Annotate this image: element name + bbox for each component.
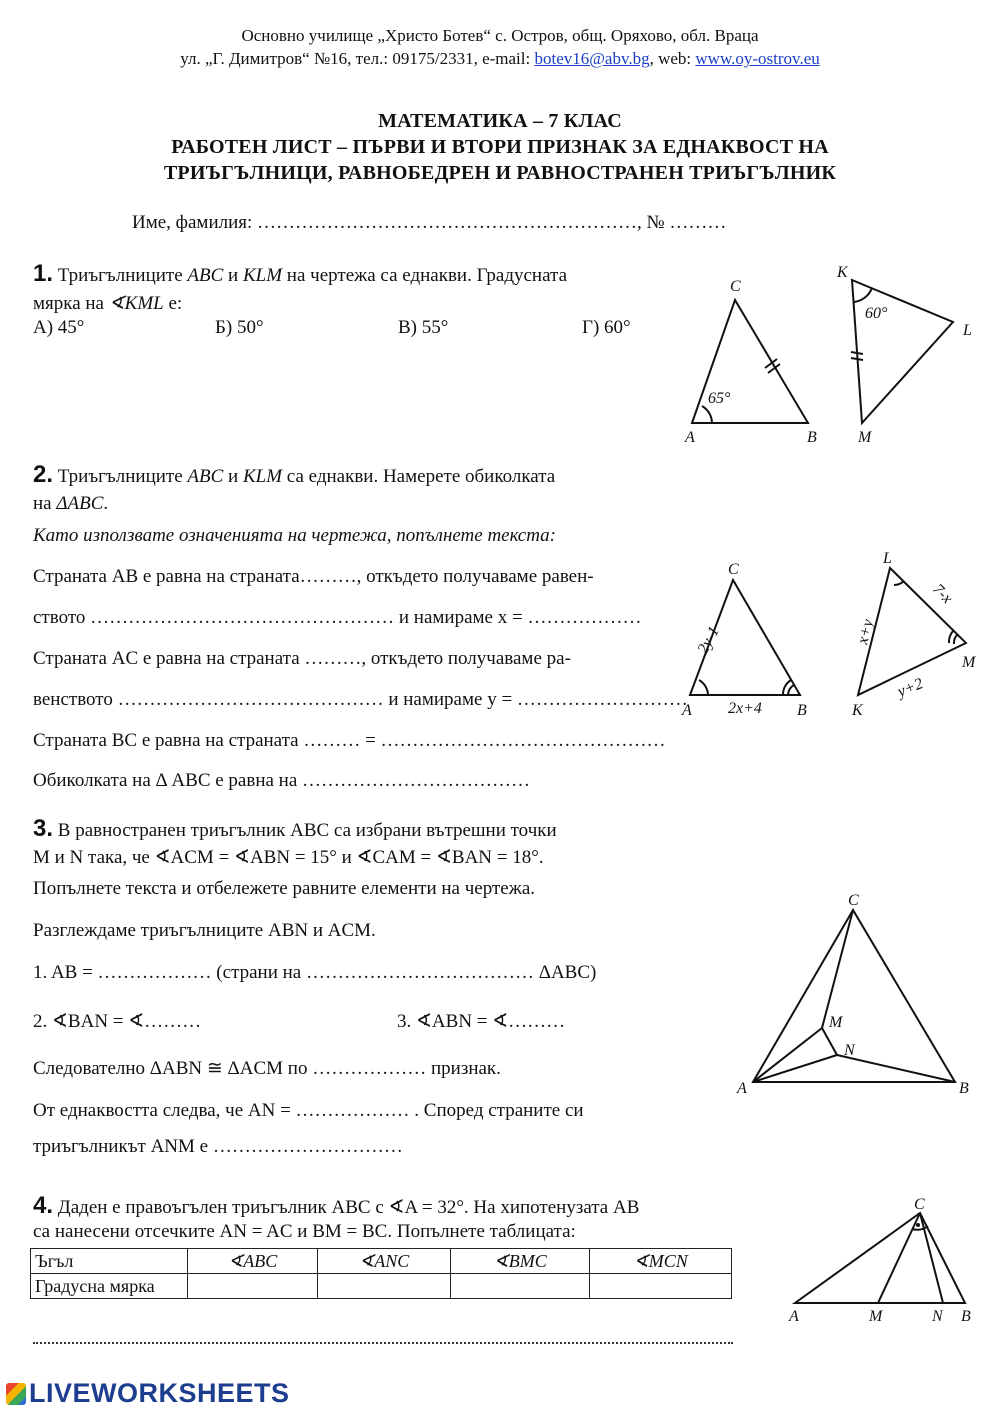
label-c: C xyxy=(848,892,859,909)
label-m: M xyxy=(869,1308,883,1325)
subject-title: МАТЕМАТИКА – 7 КЛАС xyxy=(378,110,622,132)
task4-line1 xyxy=(33,1192,639,1220)
worksheet-title: РАБОТЕН ЛИСТ – ПЪРВИ И ВТОРИ ПРИЗНАК ЗА ЕДНАКВОСТ НА xyxy=(171,136,829,158)
label-m: M xyxy=(858,429,872,446)
triangle-klm: KLM xyxy=(242,265,283,286)
task3-line4: Разглеждаме триъгълниците ABN и ACM. xyxy=(33,920,376,941)
segment-cm xyxy=(822,910,853,1028)
logo-text: LIVEWORKSHEETS xyxy=(29,1378,290,1408)
task1-text-end: е: xyxy=(163,293,183,314)
label-a: A xyxy=(685,429,695,446)
task1-option-c[interactable]: В) 55° xyxy=(398,317,449,338)
label-b: B xyxy=(797,702,807,719)
angle-m-arc2 xyxy=(954,635,957,644)
task3-fill-line1[interactable]: 1. AB = ……………… (страни на ……………………………… ΔABC) xyxy=(33,962,597,983)
student-name-field[interactable]: Име, фамилия: ……………………………………………………, № ……… xyxy=(132,212,727,233)
angles-table xyxy=(30,1248,732,1299)
label-k: K xyxy=(837,264,848,281)
task2-line1 xyxy=(33,461,555,489)
header-bmc: ∢BMC xyxy=(451,1249,590,1274)
email-link[interactable]: botev16@abv.bg xyxy=(534,49,650,68)
table-row xyxy=(31,1274,732,1299)
segment-cn xyxy=(920,1213,943,1303)
label-a: A xyxy=(789,1308,799,1325)
label-m: M xyxy=(962,654,976,671)
task4-figure xyxy=(775,1195,985,1330)
task2-text-on: на xyxy=(33,493,57,514)
answer-bmc-cell[interactable] xyxy=(451,1274,590,1299)
label-a: A xyxy=(682,702,692,719)
task1-text-and: и xyxy=(223,265,243,286)
triangle-klm-shape xyxy=(852,280,953,423)
address-phone: ул. „Г. Димитров“ №16, тел.: 09175/2331, e-mail: xyxy=(180,49,535,68)
task3-text: В равностранен триъгълник ABC са избрани вътрешни точки xyxy=(57,820,557,841)
segment-mn xyxy=(822,1028,837,1055)
side-ac-label: 2y-1 xyxy=(694,623,723,657)
triangle-abc-symbol: ΔABC xyxy=(56,493,104,514)
angle-b-arc2 xyxy=(788,685,794,695)
task1-line1 xyxy=(33,260,567,288)
task2-instruction: Като използвате означенията на чертежа, попълнете текста: xyxy=(33,525,556,546)
label-b: B xyxy=(959,1080,969,1097)
side-kl-label: x+y xyxy=(854,617,877,646)
task3-fill-line6[interactable]: триъгълникът ANM е ………………………… xyxy=(33,1136,403,1157)
task2-line2 xyxy=(33,493,108,515)
task1-figure xyxy=(670,255,990,455)
logo-mark-icon xyxy=(6,1383,26,1405)
right-angle-dot xyxy=(916,1223,920,1227)
answer-dotted-line[interactable] xyxy=(33,1342,733,1344)
task2-fill-line1[interactable]: Страната AB е равна на страната………, откъдето получаваме равен- xyxy=(33,566,594,587)
task2-fill-line6[interactable]: Обиколката на Δ ABC е равна на ……………………………… xyxy=(33,770,531,791)
label-c: C xyxy=(728,561,739,578)
task3-fill-line5[interactable]: От еднаквостта следва, че AN = ……………… . Според страните си xyxy=(33,1100,584,1121)
task2-fill-line3[interactable]: Страната AC е равна на страната ………, откъдето получаваме ра- xyxy=(33,648,571,669)
label-l: L xyxy=(883,550,892,567)
header-abc: ∢ABC xyxy=(188,1249,318,1274)
task1-option-a[interactable]: А) 45° xyxy=(33,317,85,338)
task1-option-d[interactable]: Г) 60° xyxy=(582,317,631,338)
task3-fill-line4[interactable]: Следователно ΔABN ≅ ΔACM по ……………… признак. xyxy=(33,1058,501,1079)
task2-fill-line2[interactable]: ството ………………………………………… и намираме x = ……………… xyxy=(33,607,642,628)
label-a: A xyxy=(737,1080,747,1097)
triangle-klm: KLM xyxy=(242,466,283,487)
task2-fill-line4[interactable]: венството …………………………………… и намираме y = ……………………… xyxy=(33,689,688,710)
angle-k-value: 60° xyxy=(865,305,888,322)
angle-kml: ∢KML xyxy=(108,293,164,314)
task1-option-b[interactable]: Б) 50° xyxy=(215,317,264,338)
web-prefix: , web: xyxy=(649,49,696,68)
label-b: B xyxy=(961,1308,971,1325)
task1-number: 1. xyxy=(33,260,54,287)
task1-text-cont: на чертежа са еднакви. Градусната xyxy=(282,265,568,286)
side-ab-label: 2x+4 xyxy=(728,700,762,717)
angle-a-value: 65° xyxy=(708,390,731,407)
side-lm-label: 7-x xyxy=(929,580,956,608)
task1-text: Триъгълниците xyxy=(57,265,188,286)
triangle-abc: ABC xyxy=(187,265,224,286)
answer-mcn-cell[interactable] xyxy=(590,1274,732,1299)
task2-figure xyxy=(670,545,990,725)
task1-line2 xyxy=(33,292,182,315)
liveworksheets-logo xyxy=(6,1378,290,1409)
label-n: N xyxy=(844,1042,855,1059)
task2-period: . xyxy=(103,493,109,514)
label-b: B xyxy=(807,429,817,446)
label-n: N xyxy=(932,1308,943,1325)
angle-k-arc xyxy=(854,288,872,302)
angle-l-arc xyxy=(894,581,904,585)
segment-bn xyxy=(837,1055,955,1082)
triangle-abc: ABC xyxy=(187,466,224,487)
task3-line3: Попълнете текста и отбележете равните елементи на чертежа. xyxy=(33,878,536,899)
segment-cm xyxy=(878,1213,920,1303)
task2-text: Триъгълниците xyxy=(57,466,188,487)
label-m: M xyxy=(829,1014,843,1031)
segment-am xyxy=(753,1028,822,1082)
row-label-measure: Градусна мярка xyxy=(31,1274,188,1299)
task3-line2: M и N така, че ∢ACM = ∢ABN = 15° и ∢CAM = ∢BAN = 18°. xyxy=(33,847,544,868)
task4-text: Даден е правоъгълен триъгълник ABC с ∢A = 32°. На хипотенузата AB xyxy=(57,1197,640,1218)
task3-fill-line3[interactable]: 3. ∢ABN = ∢……… xyxy=(397,1011,566,1032)
website-link[interactable]: www.oy-ostrov.eu xyxy=(695,49,820,68)
school-header-line2 xyxy=(0,49,1000,69)
table-header-row xyxy=(31,1249,732,1274)
header-mcn: ∢MCN xyxy=(590,1249,732,1274)
side-km-label: y+2 xyxy=(895,675,926,701)
answer-abc-cell[interactable] xyxy=(188,1274,318,1299)
task3-figure xyxy=(725,885,990,1110)
task2-number: 2. xyxy=(33,461,54,488)
worksheet-title-cont: ТРИЪГЪЛНИЦИ, РАВНОБЕДРЕН И РАВНОСТРАНЕН ТРИЪГЪЛНИК xyxy=(163,162,837,184)
task4-line2: са нанесени отсечките AN = AC и BM = BC. Попълнете таблицата: xyxy=(33,1221,576,1242)
task3-number: 3. xyxy=(33,815,54,842)
header-angle: Ъгъл xyxy=(31,1249,188,1274)
task4-number: 4. xyxy=(33,1192,54,1219)
task2-text-cont: са еднакви. Намерете обиколката xyxy=(282,466,556,487)
tick-km-2 xyxy=(851,358,863,360)
task1-measure-text: мярка на xyxy=(33,293,109,314)
label-c: C xyxy=(914,1196,925,1213)
tick-km-1 xyxy=(851,352,863,354)
label-c: C xyxy=(730,278,741,295)
label-l: L xyxy=(963,322,972,339)
header-anc: ∢ANC xyxy=(318,1249,451,1274)
answer-anc-cell[interactable] xyxy=(318,1274,451,1299)
angle-a-arc xyxy=(699,680,708,695)
task3-line1 xyxy=(33,815,557,843)
label-k: K xyxy=(852,702,863,719)
task2-text-and: и xyxy=(223,466,243,487)
task2-fill-line5[interactable]: Страната BC е равна на страната ……… = ……………………………………… xyxy=(33,730,666,751)
task3-fill-line2[interactable]: 2. ∢BAN = ∢……… xyxy=(33,1011,202,1032)
angle-m-arc1 xyxy=(949,631,953,643)
school-header-line1: Основно училище „Христо Ботев“ с. Остров, общ. Оряхово, обл. Враца xyxy=(241,26,759,45)
angle-a-arc xyxy=(702,406,712,423)
